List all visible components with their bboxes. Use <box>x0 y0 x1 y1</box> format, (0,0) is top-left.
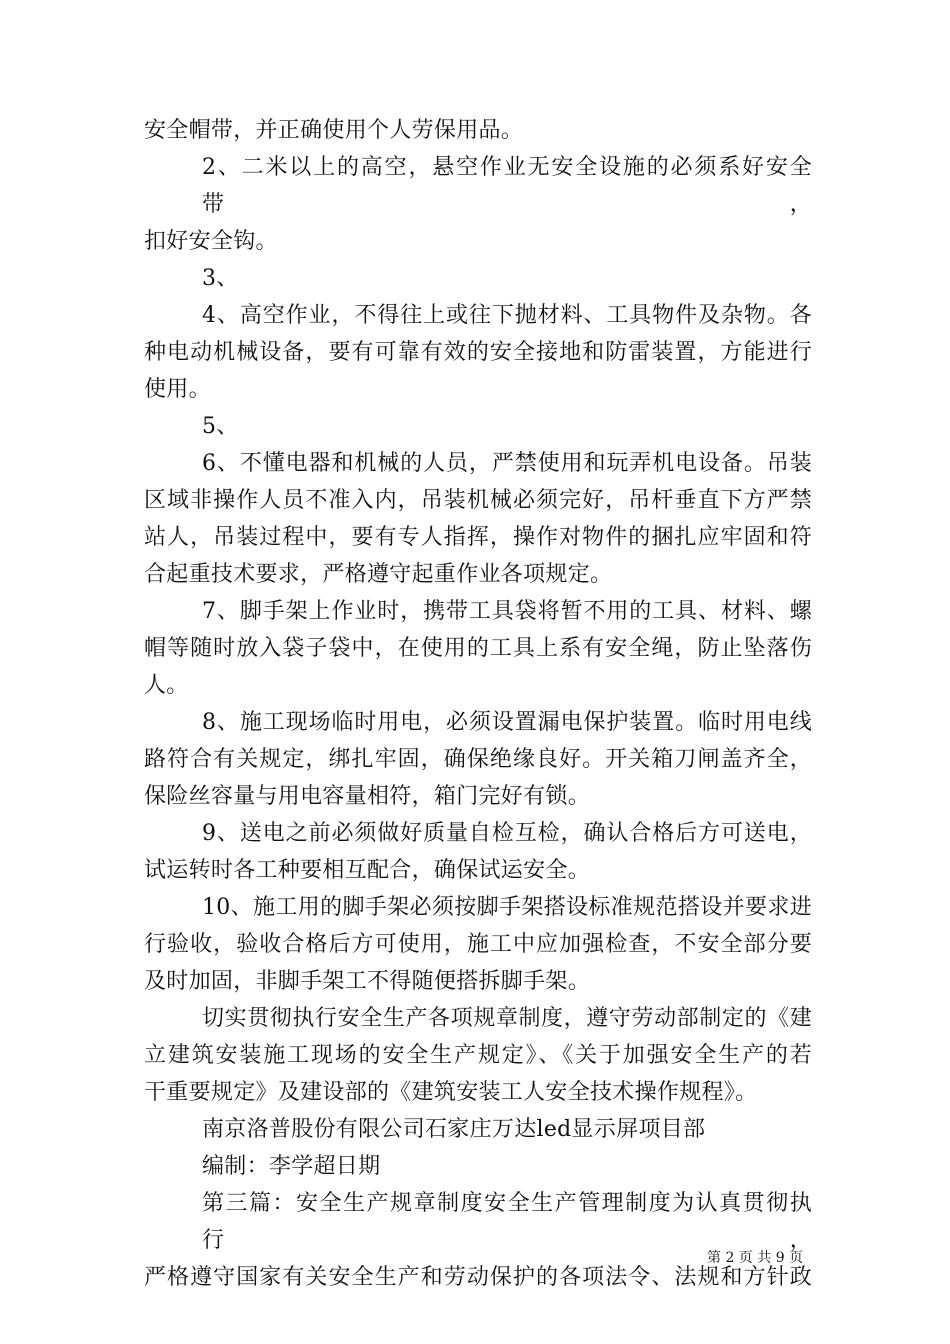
page-number: 第 2 页 共 9 页 <box>707 1250 804 1266</box>
document-body <box>144 112 812 1296</box>
text-line: 5、 <box>202 414 239 439</box>
text-line: 及时加固，非脚手架工不得随便搭拆脚手架。 <box>144 969 591 994</box>
text-line: 区域非操作人员不准入内，吊装机械必须完好，吊杆垂直下方严禁 <box>144 488 812 513</box>
text-line: 9、送电之前必须做好质量自检互检，确认合格后方可送电， <box>202 821 812 846</box>
text-line: 立建筑安装施工现场的安全生产规定》、《关于加强安全生产的若 <box>144 1043 812 1068</box>
text-line: 帽等随时放入袋子袋中，在使用的工具上系有安全绳，防止坠落伤 <box>144 636 812 661</box>
text-line: 4、高空作业，不得往上或往下抛材料、工具物件及杂物。各 <box>202 303 812 328</box>
text-line: 安全帽带，并正确使用个人劳保用品。 <box>144 118 524 143</box>
text-line: 8、施工现场临时用电，必须设置漏电保护装置。临时用电线 <box>202 710 812 735</box>
text-line: 2、二米以上的高空，悬空作业无安全设施的必须系好安全带， <box>202 155 812 217</box>
text-line: 使用。 <box>144 377 211 402</box>
text-line: 10、施工用的脚手架必须按脚手架搭设标准规范搭设并要求进 <box>202 895 812 920</box>
text-line: 种电动机械设备，要有可靠有效的安全接地和防雷装置，方能进行 <box>144 340 812 365</box>
text-line: 编制：李学超日期 <box>202 1154 381 1179</box>
text-line: 路符合有关规定，绑扎牢固，确保绝缘良好。开关箱刀闸盖齐全， <box>144 747 812 772</box>
text-line: 干重要规定》及建设部的《建筑安装工人安全技术操作规程》。 <box>144 1080 758 1105</box>
text-line: 扣好安全钩。 <box>144 229 278 254</box>
text-line: 站人，吊装过程中，要有专人指挥，操作对物件的捆扎应牢固和符 <box>144 525 812 550</box>
text-line: 保险丝容量与用电容量相符，箱门完好有锁。 <box>144 784 591 809</box>
text-line: 行验收，验收合格后方可使用，施工中应加强检查，不安全部分要 <box>144 932 812 957</box>
text-line: 严格遵守国家有关安全生产和劳动保护的各项法令、法规和方针政 <box>144 1265 812 1290</box>
text-line: 3、 <box>202 266 239 291</box>
text-line: 切实贯彻执行安全生产各项规章制度，遵守劳动部制定的《建 <box>202 1006 812 1031</box>
text-line: 试运转时各工种要相互配合，确保试运安全。 <box>144 858 591 883</box>
text-line: 人。 <box>144 673 189 698</box>
text-line: 第三篇：安全生产规章制度安全生产管理制度为认真贯彻执行， <box>202 1191 812 1253</box>
text-line: 南京洛普股份有限公司石家庄万达led显示屏项目部 <box>202 1117 706 1142</box>
text-line: 7、脚手架上作业时，携带工具袋将暂不用的工具、材料、螺 <box>202 599 812 624</box>
text-line: 6、不懂电器和机械的人员，严禁使用和玩弄机电设备。吊装 <box>202 451 812 476</box>
text-line: 合起重技术要求，严格遵守起重作业各项规定。 <box>144 562 613 587</box>
